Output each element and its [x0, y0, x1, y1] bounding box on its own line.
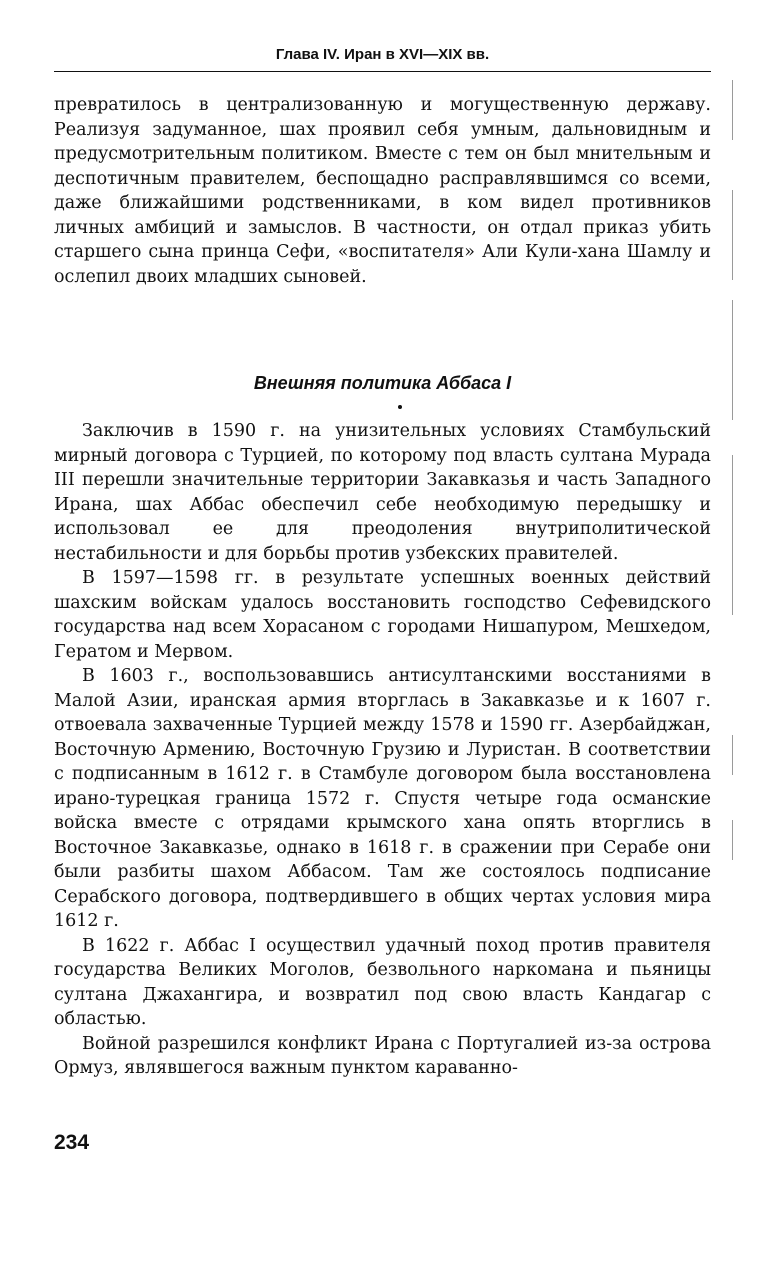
scan-edge-mark [732, 190, 733, 280]
section-heading: Внешняя политика Аббаса I [253, 373, 512, 393]
paragraph: Заключив в 1590 г. на унизительных условиях Стамбульский мирный договора с Турцией, по которому под власть султана Мурада III перешли значительные территории Закавказья и часть Западного Ирана, шах Аббас обеспечил себе необходимую передышку и использовал ее для преодоления внутриполитической нестабильности и для борьбы против узбекских правителей. [54, 421, 711, 564]
continued-paragraph: превратилось в централизованную и могущественную державу. Реализуя задуманное, шах проявил себя умным, дальновидным и предусмотрительным политиком. Вместе с тем он был мнительным и деспотичным правителем, беспощадно расправлявшимся со всеми, даже ближайшими родственниками, в ком видел противников личных амбиций и замыслов. В частности, он отдал приказ убить старшего сына принца Сефи, «воспитателя» Али Кули-хана Шамлу и ослепил двоих младших сыновей. [54, 95, 711, 287]
scan-edge-mark [732, 455, 733, 615]
running-head: Глава IV. Иран в XVI—XIX вв. [275, 46, 490, 63]
paragraph: В 1597—1598 гг. в результате успешных военных действий шахским войскам удалось восстановить господство Сефевидского государства над всем Хорасаном с городами Нишапуром, Мешхедом, Гератом и Мервом. [54, 568, 711, 662]
page-number: 234 [54, 1131, 90, 1154]
continued-paragraph-block [54, 93, 711, 289]
paragraph: В 1603 г., воспользовавшись антисултанскими восстаниями в Малой Азии, иранская армия вторглась в Закавказье и к 1607 г. отвоевала захваченные Турцией между 1578 и 1590 гг. Азербайджан, Восточную Армению, Восточную Грузию и Луристан. В соответствии с подписанным в 1612 г. в Стамбуле договором была восстановлена ирано-турецкая граница 1572 г. Спустя четыре года османские войска вместе с отрядами крымского хана опять вторглись в Восточное Закавказье, однако в 1618 г. в сражении при Серабе они были разбиты шахом Аббасом. Там же состоялось подписание Серабского договора, подтвердившего в общих чертах условия мира 1612 г. [54, 666, 711, 931]
print-dot [398, 405, 402, 409]
scan-edge-mark [732, 80, 733, 140]
header-rule [54, 71, 711, 72]
paragraph: Войной разрешился конфликт Ирана с Португалией из-за острова Ормуз, являвшегося важным пунктом караванно- [54, 1033, 711, 1078]
scan-edge-mark [732, 735, 733, 775]
section-body [54, 419, 711, 1081]
scan-edge-mark [732, 820, 733, 860]
paragraph: В 1622 г. Аббас I осуществил удачный поход против правителя государства Великих Моголов, безвольного наркомана и пьяницы султана Джахангира, и возвратил под свою власть Кандагар с областью. [54, 935, 711, 1029]
scan-edge-mark [732, 300, 733, 420]
